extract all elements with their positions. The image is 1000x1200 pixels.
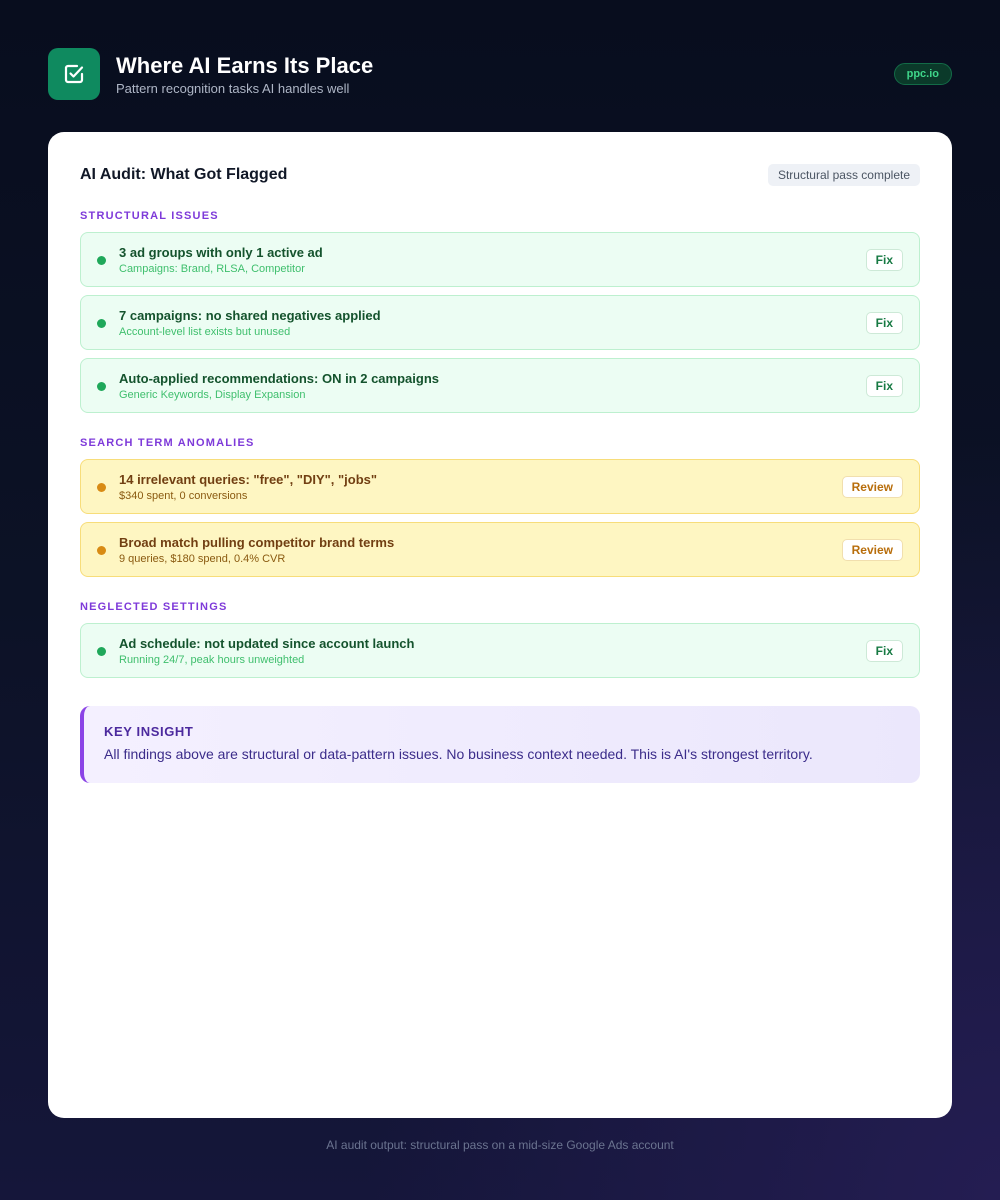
finding-detail: Running 24/7, peak hours unweighted xyxy=(119,654,305,666)
section-label-structural-issues: STRUCTURAL ISSUES xyxy=(80,210,219,222)
finding-title: 3 ad groups with only 1 active ad xyxy=(119,245,323,260)
finding-row xyxy=(80,358,920,413)
status-dot xyxy=(97,647,106,656)
finding-title: 7 campaigns: no shared negatives applied xyxy=(119,308,381,323)
finding-row xyxy=(80,522,920,577)
insight-heading: KEY INSIGHT xyxy=(104,724,194,739)
review-button[interactable]: Review xyxy=(842,539,903,561)
finding-detail: Account-level list exists but unused xyxy=(119,326,291,338)
page-subtitle: Pattern recognition tasks AI handles well xyxy=(116,81,350,96)
finding-row xyxy=(80,295,920,350)
status-dot xyxy=(97,256,106,265)
finding-detail: Generic Keywords, Display Expansion xyxy=(119,389,306,401)
insight-text: All findings above are structural or data-pattern issues. No business context needed. This is AI's strongest territory. xyxy=(104,746,813,762)
card-title: AI Audit: What Got Flagged xyxy=(80,166,288,183)
finding-detail: $340 spent, 0 conversions xyxy=(119,490,248,502)
finding-row xyxy=(80,232,920,287)
fix-button[interactable]: Fix xyxy=(866,312,903,334)
finding-row xyxy=(80,459,920,514)
footer-caption: AI audit output: structural pass on a mid-size Google Ads account xyxy=(326,1138,674,1152)
fix-button[interactable]: Fix xyxy=(866,640,903,662)
finding-row xyxy=(80,623,920,678)
page-header xyxy=(48,48,952,100)
finding-title: 14 irrelevant queries: "free", "DIY", "jobs" xyxy=(119,472,378,487)
fix-button[interactable]: Fix xyxy=(866,375,903,397)
status-dot xyxy=(97,483,106,492)
fix-button[interactable]: Fix xyxy=(866,249,903,271)
status-dot xyxy=(97,382,106,391)
finding-detail: Campaigns: Brand, RLSA, Competitor xyxy=(119,263,305,275)
checkbox-icon xyxy=(62,62,86,86)
audit-card xyxy=(48,132,952,1118)
page-title: Where AI Earns Its Place xyxy=(116,53,374,78)
logo xyxy=(48,48,100,100)
finding-title: Ad schedule: not updated since account launch xyxy=(119,636,415,651)
key-insight-callout xyxy=(80,706,920,783)
status-badge: Structural pass complete xyxy=(768,164,920,186)
status-dot xyxy=(97,546,106,555)
section-label-neglected-settings: NEGLECTED SETTINGS xyxy=(80,601,228,613)
section-label-search-term-anomalies: SEARCH TERM ANOMALIES xyxy=(80,437,255,449)
review-button[interactable]: Review xyxy=(842,476,903,498)
finding-title: Broad match pulling competitor brand terms xyxy=(119,535,395,550)
finding-title: Auto-applied recommendations: ON in 2 campaigns xyxy=(119,371,439,386)
finding-detail: 9 queries, $180 spend, 0.4% CVR xyxy=(119,553,286,565)
status-dot xyxy=(97,319,106,328)
brand-badge: ppc.io xyxy=(894,63,952,85)
